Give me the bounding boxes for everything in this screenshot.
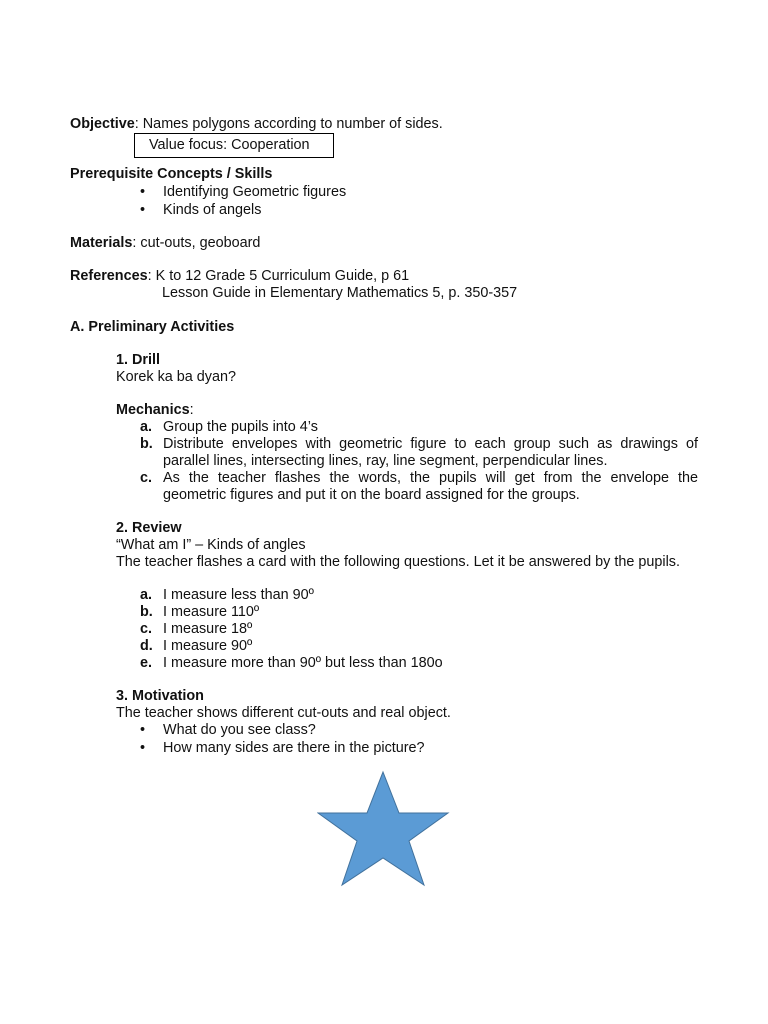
motivation-item: How many sides are there in the picture? [163, 740, 425, 756]
list-letter: d. [140, 638, 153, 654]
mechanics-line [116, 402, 194, 419]
section-a-heading: A. Preliminary Activities [70, 319, 235, 335]
mechanics-item: As the teacher flashes the words, the pupils will get from the envelope the geometric figures and put it on the board assigned for the groups. [163, 470, 698, 503]
materials-line [70, 235, 260, 252]
list-letter: a. [140, 587, 153, 603]
prerequisite-heading: Prerequisite Concepts / Skills [70, 166, 273, 182]
list-letter: c. [140, 470, 153, 486]
bullet-icon: • [140, 184, 146, 200]
mechanics-colon: : [189, 402, 194, 418]
review-text: The teacher flashes a card with the following questions. Let it be answered by the pupils. [116, 554, 680, 570]
motivation-item: What do you see class? [163, 722, 316, 738]
drill-heading: 1. Drill [116, 352, 160, 368]
review-item: I measure less than 90º [163, 587, 314, 603]
mechanics-item: Distribute envelopes with geometric figure to each group such as drawings of parallel lines, intersecting lines, ray, line segment, perpendicular lines. [163, 436, 698, 469]
motivation-text: The teacher shows different cut-outs and real object. [116, 705, 451, 721]
objective-label: Objective [70, 116, 135, 132]
list-letter: c. [140, 621, 153, 637]
list-letter: b. [140, 604, 153, 620]
drill-text: Korek ka ba dyan? [116, 369, 237, 385]
materials-label: Materials [70, 235, 133, 251]
materials-text: : cut-outs, geoboard [132, 235, 261, 251]
value-focus-text: Value focus: Cooperation [149, 137, 310, 153]
list-letter: b. [140, 436, 153, 452]
list-letter: e. [140, 655, 153, 671]
review-item: I measure 110º [163, 604, 260, 620]
review-item: I measure 90º [163, 638, 253, 654]
star-icon [317, 770, 451, 888]
mechanics-label: Mechanics [116, 402, 190, 418]
mechanics-item: Group the pupils into 4’s [163, 419, 318, 435]
list-letter: a. [140, 419, 153, 435]
bullet-icon: • [140, 740, 146, 756]
prerequisite-item: Kinds of angels [163, 202, 262, 218]
bullet-icon: • [140, 722, 146, 738]
review-heading: 2. Review [116, 520, 182, 536]
bullet-icon: • [140, 202, 146, 218]
references-line2: Lesson Guide in Elementary Mathematics 5, p. 350-357 [162, 285, 518, 301]
references-line [70, 268, 409, 285]
references-line1: : K to 12 Grade 5 Curriculum Guide, p 61 [147, 268, 410, 284]
star-shape [318, 772, 448, 885]
value-focus-box [134, 133, 334, 158]
review-item: I measure 18º [163, 621, 253, 637]
review-item: I measure more than 90º but less than 180o [163, 655, 443, 671]
motivation-heading: 3. Motivation [116, 688, 204, 704]
prerequisite-item: Identifying Geometric figures [163, 184, 347, 200]
review-subtitle: “What am I” – Kinds of angles [116, 537, 306, 553]
references-label: References [70, 268, 148, 284]
objective-line [70, 116, 443, 133]
objective-text: : Names polygons according to number of sides. [134, 116, 443, 132]
